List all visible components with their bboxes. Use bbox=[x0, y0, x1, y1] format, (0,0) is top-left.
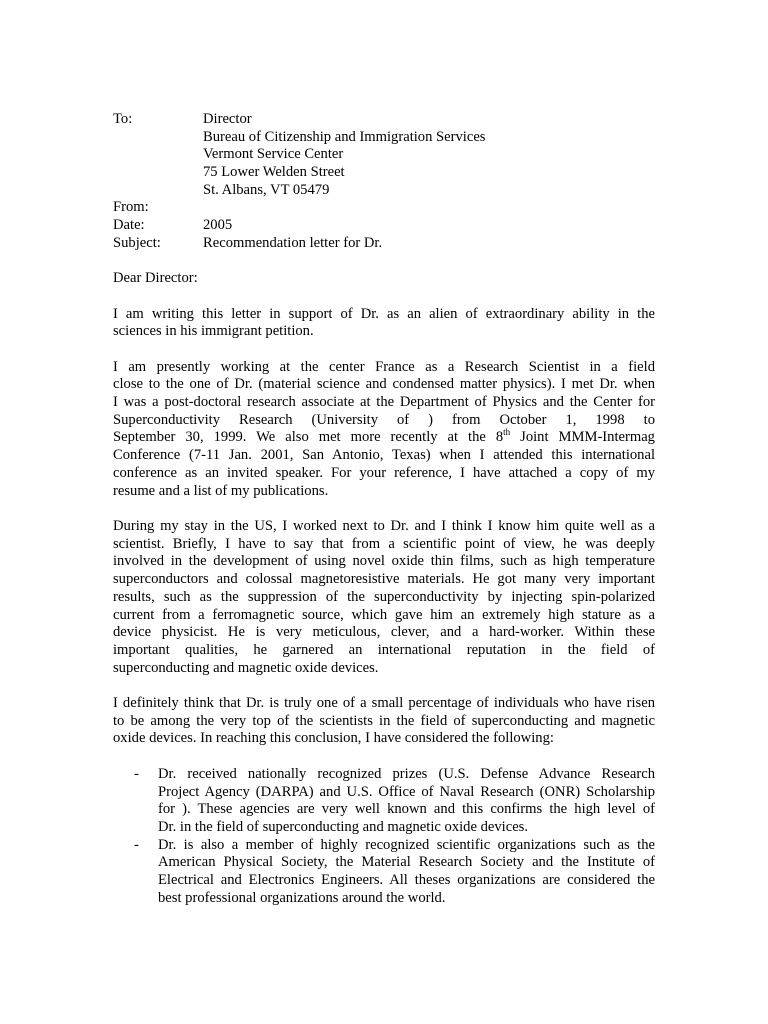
recipient-center: Vermont Service Center bbox=[203, 146, 344, 163]
paragraph-conclusion bbox=[113, 695, 655, 748]
to-row bbox=[113, 111, 655, 129]
date-value: 2005 bbox=[203, 217, 233, 234]
recipient-street: 75 Lower Welden Street bbox=[203, 164, 345, 181]
recipient-line bbox=[113, 164, 655, 182]
paragraph-line-text: September 30, 1999. We also met more recently at the 8 bbox=[113, 429, 504, 446]
recipient-line bbox=[113, 146, 655, 164]
list-item-body bbox=[158, 837, 655, 908]
paragraph-line: Conference (7-11 Jan. 2001, San Antonio, Texas) when I attended this international bbox=[113, 447, 655, 464]
paragraph-line: important qualities, he garnered an international reputation in the field of bbox=[113, 641, 655, 658]
subject-label: Subject: bbox=[113, 234, 161, 251]
list-item-line: Electrical and Electronics Engineers. All theses organizations are considered the bbox=[158, 872, 655, 889]
paragraph-line: I am writing this letter in support of Dr. as an alien of extraordinary ability in the bbox=[113, 305, 655, 322]
paragraph-line: conference as an invited speaker. For your reference, I have attached a copy of my bbox=[113, 464, 655, 481]
bullet-dash: - bbox=[134, 836, 139, 853]
paragraph-line: close to the one of Dr. (material science and condensed matter physics). I met Dr. when bbox=[113, 376, 655, 393]
subject-value: Recommendation letter for Dr. bbox=[203, 234, 383, 251]
from-row bbox=[113, 199, 655, 217]
criteria-list bbox=[113, 766, 655, 908]
date-label: Date: bbox=[113, 217, 145, 234]
from-value bbox=[203, 199, 655, 217]
paragraph-line: I am presently working at the center France as a Research Scientist in a field bbox=[113, 358, 655, 375]
recipient-line bbox=[113, 182, 655, 200]
paragraph-assessment bbox=[113, 518, 655, 677]
paragraph-intro bbox=[113, 306, 655, 341]
letter-page bbox=[113, 111, 655, 907]
bullet-dash: - bbox=[134, 765, 139, 782]
to-label: To: bbox=[113, 111, 133, 127]
paragraph-line: resume and a list of my publications. bbox=[113, 482, 329, 499]
paragraph-line: scientist. Briefly, I have to say that from a scientific point of view, he was deeply bbox=[113, 535, 655, 552]
paragraph-line: I definitely think that Dr. is truly one of a small percentage of individuals who have risen bbox=[113, 695, 655, 711]
list-item-line: Dr. in the field of superconducting and magnetic oxide devices. bbox=[158, 818, 529, 835]
paragraph-line: involved in the development of using novel oxide thin films, such as high temperature bbox=[113, 553, 655, 570]
paragraph-line: superconducting and magnetic oxide devices. bbox=[113, 659, 379, 676]
paragraph-line: During my stay in the US, I worked next to Dr. and I think I know him quite well as a bbox=[113, 517, 655, 534]
paragraph-line: to be among the very top of the scientists in the field of superconducting and magnetic bbox=[113, 712, 655, 729]
list-item-line: for ). These agencies are very well known and this confirms the high level of bbox=[158, 801, 655, 818]
paragraph-line: oxide devices. In reaching this conclusion, I have considered the following: bbox=[113, 730, 554, 747]
recipient-title: Director bbox=[203, 111, 252, 127]
list-item-line: Project Agency (DARPA) and U.S. Office of Naval Research (ONR) Scholarship bbox=[158, 783, 655, 800]
subject-row bbox=[113, 235, 655, 253]
list-item-line: Dr. is also a member of highly recognized scientific organizations such as the bbox=[158, 836, 655, 853]
list-item-line: Dr. received nationally recognized prizes (U.S. Defense Advance Research bbox=[158, 765, 655, 782]
date-row bbox=[113, 217, 655, 235]
list-item-body bbox=[158, 766, 655, 837]
paragraph-line-text: Joint MMM-Intermag bbox=[510, 429, 655, 446]
paragraph-line: Superconductivity Research (University of ) from October 1, 1998 to bbox=[113, 411, 655, 428]
paragraph-line: sciences in his immigrant petition. bbox=[113, 323, 314, 340]
list-item-line: American Physical Society, the Material Research Society and the Institute of bbox=[158, 854, 655, 871]
paragraph-line: device physicist. He is very meticulous, clever, and a hard-worker. Within these bbox=[113, 624, 655, 641]
recipient-agency: Bureau of Citizenship and Immigration Services bbox=[203, 128, 486, 145]
recipient-line bbox=[113, 129, 655, 147]
paragraph-line: current from a ferromagnetic source, which gave him an extremely high stature as a bbox=[113, 606, 655, 623]
paragraph-background bbox=[113, 359, 655, 501]
ordinal-suffix: th bbox=[503, 427, 511, 438]
recipient-city: St. Albans, VT 05479 bbox=[203, 181, 330, 198]
paragraph-line bbox=[113, 429, 655, 447]
paragraph-line: superconductors and colossal magnetoresistive materials. He got many very important bbox=[113, 571, 655, 588]
paragraph-line: results, such as the suppression of the superconductivity by injecting spin-polarized bbox=[113, 588, 655, 605]
paragraph-line: I was a post-doctoral research associate at the Department of Physics and the Center for bbox=[113, 394, 655, 411]
list-item bbox=[113, 766, 655, 837]
salutation: Dear Director: bbox=[113, 270, 198, 287]
list-item bbox=[113, 837, 655, 908]
from-label: From: bbox=[113, 199, 149, 216]
list-item-line: best professional organizations around the world. bbox=[158, 889, 446, 906]
letter-header bbox=[113, 111, 655, 253]
